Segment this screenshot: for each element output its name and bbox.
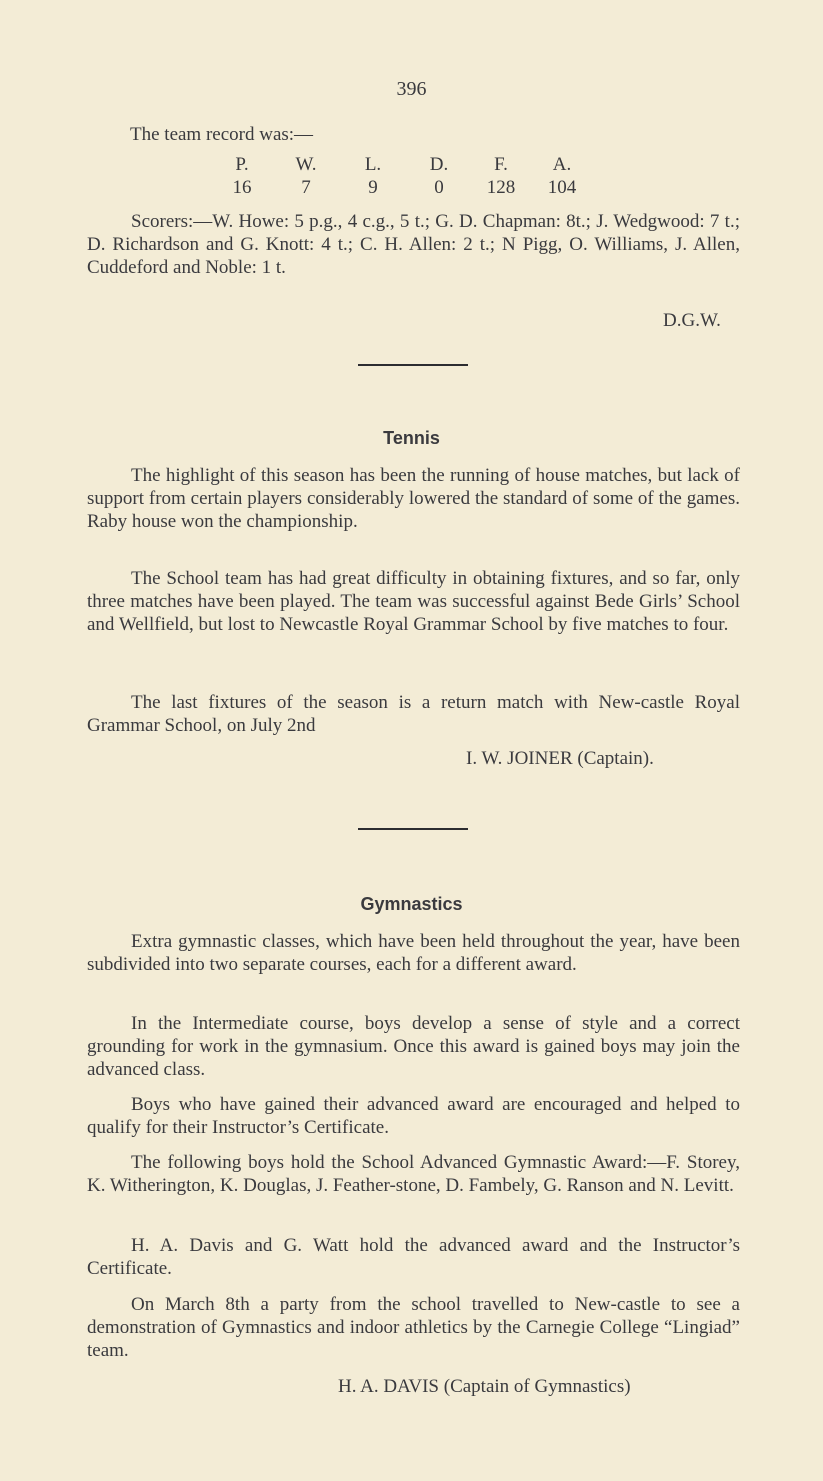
record-header-against: A.	[552, 153, 572, 175]
team-record-table	[210, 153, 592, 199]
record-header-drawn: D.	[429, 153, 449, 175]
gymnastics-heading: Gymnastics	[360, 894, 463, 914]
gymnastics-paragraph: In the Intermediate course, boys develop a sense of style and a correct grounding for work in the gymnasium. Once this award is gained boys may join the advanced class.	[87, 1013, 740, 1080]
gymnastics-paragraph: On March 8th a party from the school travelled to New-castle to see a demonstration of Gymnastics and indoor athletics by the Carnegie College “Lingiad” team.	[87, 1294, 740, 1361]
tennis-heading: Tennis	[383, 428, 440, 448]
record-value-drawn: 0	[434, 176, 444, 198]
record-value-played: 16	[232, 176, 252, 198]
record-header-won: W.	[295, 153, 317, 175]
section-divider	[358, 364, 468, 366]
gymnastics-paragraph: Extra gymnastic classes, which have been held throughout the year, have been subdivided into two separate courses, each for a different award.	[87, 931, 740, 975]
gymnastics-paragraph: H. A. Davis and G. Watt hold the advanced award and the Instructor’s Certificate.	[87, 1235, 740, 1279]
record-header-lost: L.	[364, 153, 382, 175]
tennis-signature: I. W. JOINER (Captain).	[466, 748, 654, 769]
record-value-for: 128	[486, 176, 516, 198]
record-header-for: F.	[494, 153, 508, 175]
tennis-paragraph: The last fixtures of the season is a return match with New-castle Royal Grammar School, on July 2nd	[87, 692, 740, 736]
record-header-row	[210, 153, 592, 176]
section-divider	[358, 828, 468, 830]
record-header-played: P.	[235, 153, 249, 175]
tennis-paragraph: The School team has had great difficulty in obtaining fixtures, and so far, only three matches have been played. The team was successful against Bede Girls’ School and Wellfield, but lost to Newcastle Royal Grammar School by five matches to four.	[87, 568, 740, 635]
record-value-row	[210, 176, 592, 199]
page-number: 396	[396, 78, 427, 100]
record-value-against: 104	[547, 176, 577, 198]
gymnastics-paragraph: The following boys hold the School Advanced Gymnastic Award:—F. Storey, K. Witherington, K. Douglas, J. Feather-stone, D. Fambely, G. Ranson and N. Levitt.	[87, 1152, 740, 1196]
record-value-lost: 9	[368, 176, 378, 198]
rugby-signature: D.G.W.	[663, 310, 721, 331]
gymnastics-paragraph: Boys who have gained their advanced award are encouraged and helped to qualify for their Instructor’s Certificate.	[87, 1094, 740, 1138]
tennis-paragraph: The highlight of this season has been the running of house matches, but lack of support from certain players considerably lowered the standard of some of the games. Raby house won the championship.	[87, 465, 740, 532]
gymnastics-signature: H. A. DAVIS (Captain of Gymnastics)	[338, 1376, 631, 1397]
record-value-won: 7	[301, 176, 311, 198]
record-intro: The team record was:—	[130, 124, 314, 145]
scorers-paragraph: Scorers:—W. Howe: 5 p.g., 4 c.g., 5 t.; G. D. Chapman: 8t.; J. Wedgwood: 7 t.; D. Richardson and G. Knott: 4 t.; C. H. Allen: 2 t.; N Pigg, O. Williams, J. Allen, Cuddeford and Noble: 1 t.	[87, 211, 740, 278]
